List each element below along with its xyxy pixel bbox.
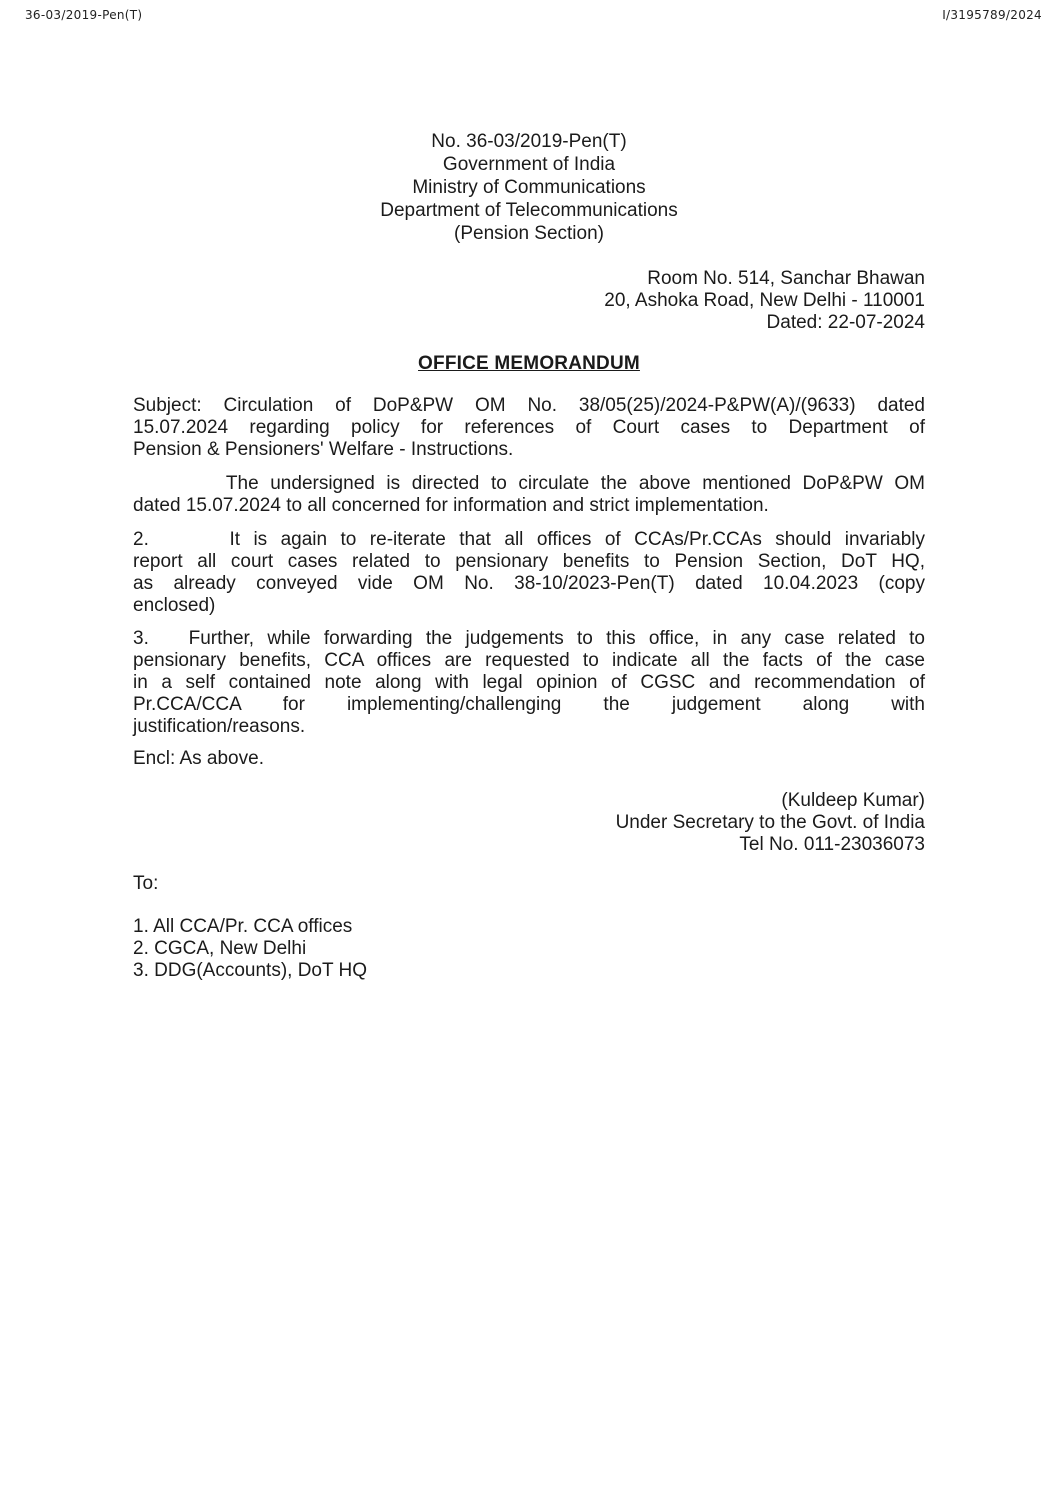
text-line: pensionary benefits, CCA offices are requested to indicate all the facts of the case [133, 650, 925, 671]
letterhead [133, 130, 925, 245]
text-line: Dated: 22-07-2024 [766, 312, 925, 333]
text-line: as already conveyed vide OM No. 38-10/2023-Pen(T) dated 10.04.2023 (copy [133, 573, 925, 594]
address-block [133, 268, 925, 334]
subject-paragraph [133, 395, 925, 461]
text-line: The undersigned is directed to circulate the above mentioned DoP&PW OM [133, 473, 925, 494]
file-number: 36-03/2019-Pen(T) [25, 8, 143, 22]
text-line: 2. It is again to re-iterate that all offices of CCAs/Pr.CCAs should invariably [133, 529, 925, 550]
text-line: in a self contained note along with legal opinion of CGSC and recommendation of [133, 672, 925, 693]
text-line: (Kuldeep Kumar) [781, 790, 925, 811]
to-label: To: [133, 873, 159, 894]
text-line: Pension & Pensioners' Welfare - Instructions. [133, 439, 514, 460]
paragraph-3 [133, 628, 925, 738]
text-line: Subject: Circulation of DoP&PW OM No. 38/05(25)/2024-P&PW(A)/(9633) dated [133, 395, 925, 416]
text-line: 20, Ashoka Road, New Delhi - 110001 [604, 290, 925, 311]
text-line: 1. All CCA/Pr. CCA offices [133, 916, 353, 937]
recipient-list [133, 916, 925, 982]
text-line: No. 36-03/2019-Pen(T) [431, 131, 627, 152]
text-line: Pr.CCA/CCA for implementing/challenging the judgement along with [133, 694, 925, 715]
file-header [25, 8, 1042, 22]
text-line: Government of India [442, 154, 616, 175]
office-memorandum-heading: OFFICE MEMORANDUM [418, 353, 640, 374]
enclosure-note: Encl: As above. [133, 748, 264, 769]
text-line: report all court cases related to pensionary benefits to Pension Section, DoT HQ, [133, 551, 925, 572]
text-line: Room No. 514, Sanchar Bhawan [647, 268, 925, 289]
text-line: 2. CGCA, New Delhi [133, 938, 307, 959]
letter-body [133, 130, 925, 982]
text-line: Ministry of Communications [412, 177, 646, 198]
text-line: dated 15.07.2024 to all concerned for information and strict implementation. [133, 495, 769, 516]
text-line: enclosed) [133, 595, 216, 616]
text-line: Tel No. 011-23036073 [739, 834, 925, 855]
text-line: 15.07.2024 regarding policy for references of Court cases to Department of [133, 417, 925, 438]
text-line: (Pension Section) [454, 223, 604, 244]
text-line: 3. DDG(Accounts), DoT HQ [133, 960, 368, 981]
signature-block [133, 790, 925, 856]
text-line: Department of Telecommunications [380, 200, 678, 221]
text-line: justification/reasons. [133, 716, 306, 737]
text-line: Under Secretary to the Govt. of India [615, 812, 925, 833]
paragraph-2 [133, 529, 925, 617]
text-line: 3. Further, while forwarding the judgements to this office, in any case related to [133, 628, 925, 649]
reference-number: I/3195789/2024 [942, 8, 1042, 22]
paragraph-1 [133, 473, 925, 517]
